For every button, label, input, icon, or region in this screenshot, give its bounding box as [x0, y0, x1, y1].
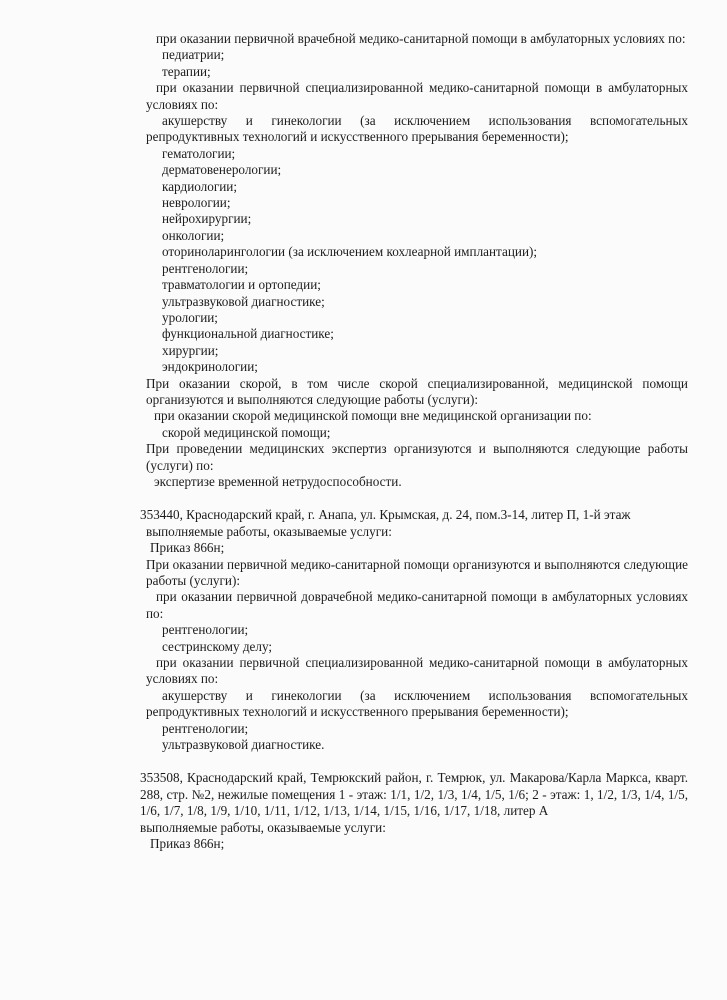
list-item: урологии;: [162, 309, 218, 325]
list-item: акушерству и гинекологии (за исключением использования вспомогательных репродуктивных технологий и искусственного прерывания беременности);: [146, 687, 688, 720]
list-item: травматологии и ортопедии;: [162, 277, 321, 293]
paragraph-emergency-care: При оказании скорой, в том числе скорой специализированной, медицинской помощи организуются и выполняются следующие работы (услуги):: [146, 375, 688, 407]
order-reference: Приказ 866н;: [150, 836, 225, 852]
list-item: рентгенологии;: [162, 622, 249, 638]
paragraph-specialized-care-ambulatory: при оказании первичной специализированной медико-санитарной помощи в амбулаторных условиях по:: [146, 655, 688, 687]
works-heading: выполняемые работы, оказываемые услуги:: [146, 523, 392, 539]
list-item: онкологии;: [162, 227, 225, 243]
paragraph-emergency-outside-organization: при оказании скорой медицинской помощи вне медицинской организации по:: [154, 408, 592, 424]
list-item: эндокринологии;: [162, 359, 258, 375]
list-item: рентгенологии;: [162, 260, 249, 276]
paragraph-specialized-care-ambulatory: при оказании первичной специализированной медико-санитарной помощи в амбулаторных условиях по:: [146, 80, 688, 112]
list-item: рентгенологии;: [162, 720, 249, 736]
address-anapa: 353440, Краснодарский край, г. Анапа, ул. Крымская, д. 24, пом.3-14, литер П, 1-й этаж: [140, 507, 631, 523]
list-item: гематологии;: [162, 145, 236, 161]
paragraph-prephysician-care-ambulatory: при оказании первичной доврачебной медико-санитарной помощи в амбулаторных условиях по:: [146, 589, 688, 621]
list-item: экспертизе временной нетрудоспособности.: [154, 473, 402, 489]
spacer: [146, 753, 688, 770]
address-temryuk: 353508, Краснодарский край, Темрюкский район, г. Темрюк, ул. Макарова/Карла Маркса, кварт. 288, стр. №2, нежилые помещения 1 - этаж: 1/1, 1/2, 1/3, 1/4, 1/5, 1/6; 2 - этаж: 1, 1/2, 1/3, 1/4, 1/5, 1/6, 1/7, 1/8, 1/9, 1/10, 1/11, 1/12, 1/13, 1/14, 1/15, 1/16, 1/17, 1/18, литер А: [140, 770, 688, 819]
list-item: терапии;: [162, 63, 211, 79]
list-item: ультразвуковой диагностике.: [162, 737, 325, 753]
paragraph-primary-medical-care-ambulatory: при оказании первичной врачебной медико-санитарной помощи в амбулаторных условиях по:: [156, 31, 686, 46]
list-item: нейрохирургии;: [162, 211, 252, 227]
list-item: сестринскому делу;: [162, 638, 273, 654]
list-item: хирургии;: [162, 342, 219, 358]
document-body: [140, 31, 688, 853]
list-item: скорой медицинской помощи;: [162, 424, 331, 440]
paragraph-primary-medical-care: При оказании первичной медико-санитарной помощи организуются и выполняются следующие работы (услуги):: [146, 556, 688, 588]
list-item: ультразвуковой диагностике;: [162, 293, 325, 309]
list-item: кардиологии;: [162, 178, 238, 194]
list-item: акушерству и гинекологии (за исключением использования вспомогательных репродуктивных технологий и искусственного прерывания беременности);: [146, 113, 688, 145]
order-reference: Приказ 866н;: [150, 540, 225, 556]
spacer: [146, 490, 688, 507]
works-heading: выполняемые работы, оказываемые услуги:: [140, 819, 386, 835]
list-item: дерматовенерологии;: [162, 162, 282, 178]
list-item: функциональной диагностике;: [162, 326, 334, 342]
list-item: педиатрии;: [162, 47, 225, 63]
list-item: оториноларингологии (за исключением кохлеарной имплантации);: [162, 244, 538, 260]
paragraph-medical-examinations: При проведении медицинских экспертиз организуются и выполняются следующие работы (услуги) по:: [146, 441, 688, 473]
list-item: неврологии;: [162, 195, 231, 211]
